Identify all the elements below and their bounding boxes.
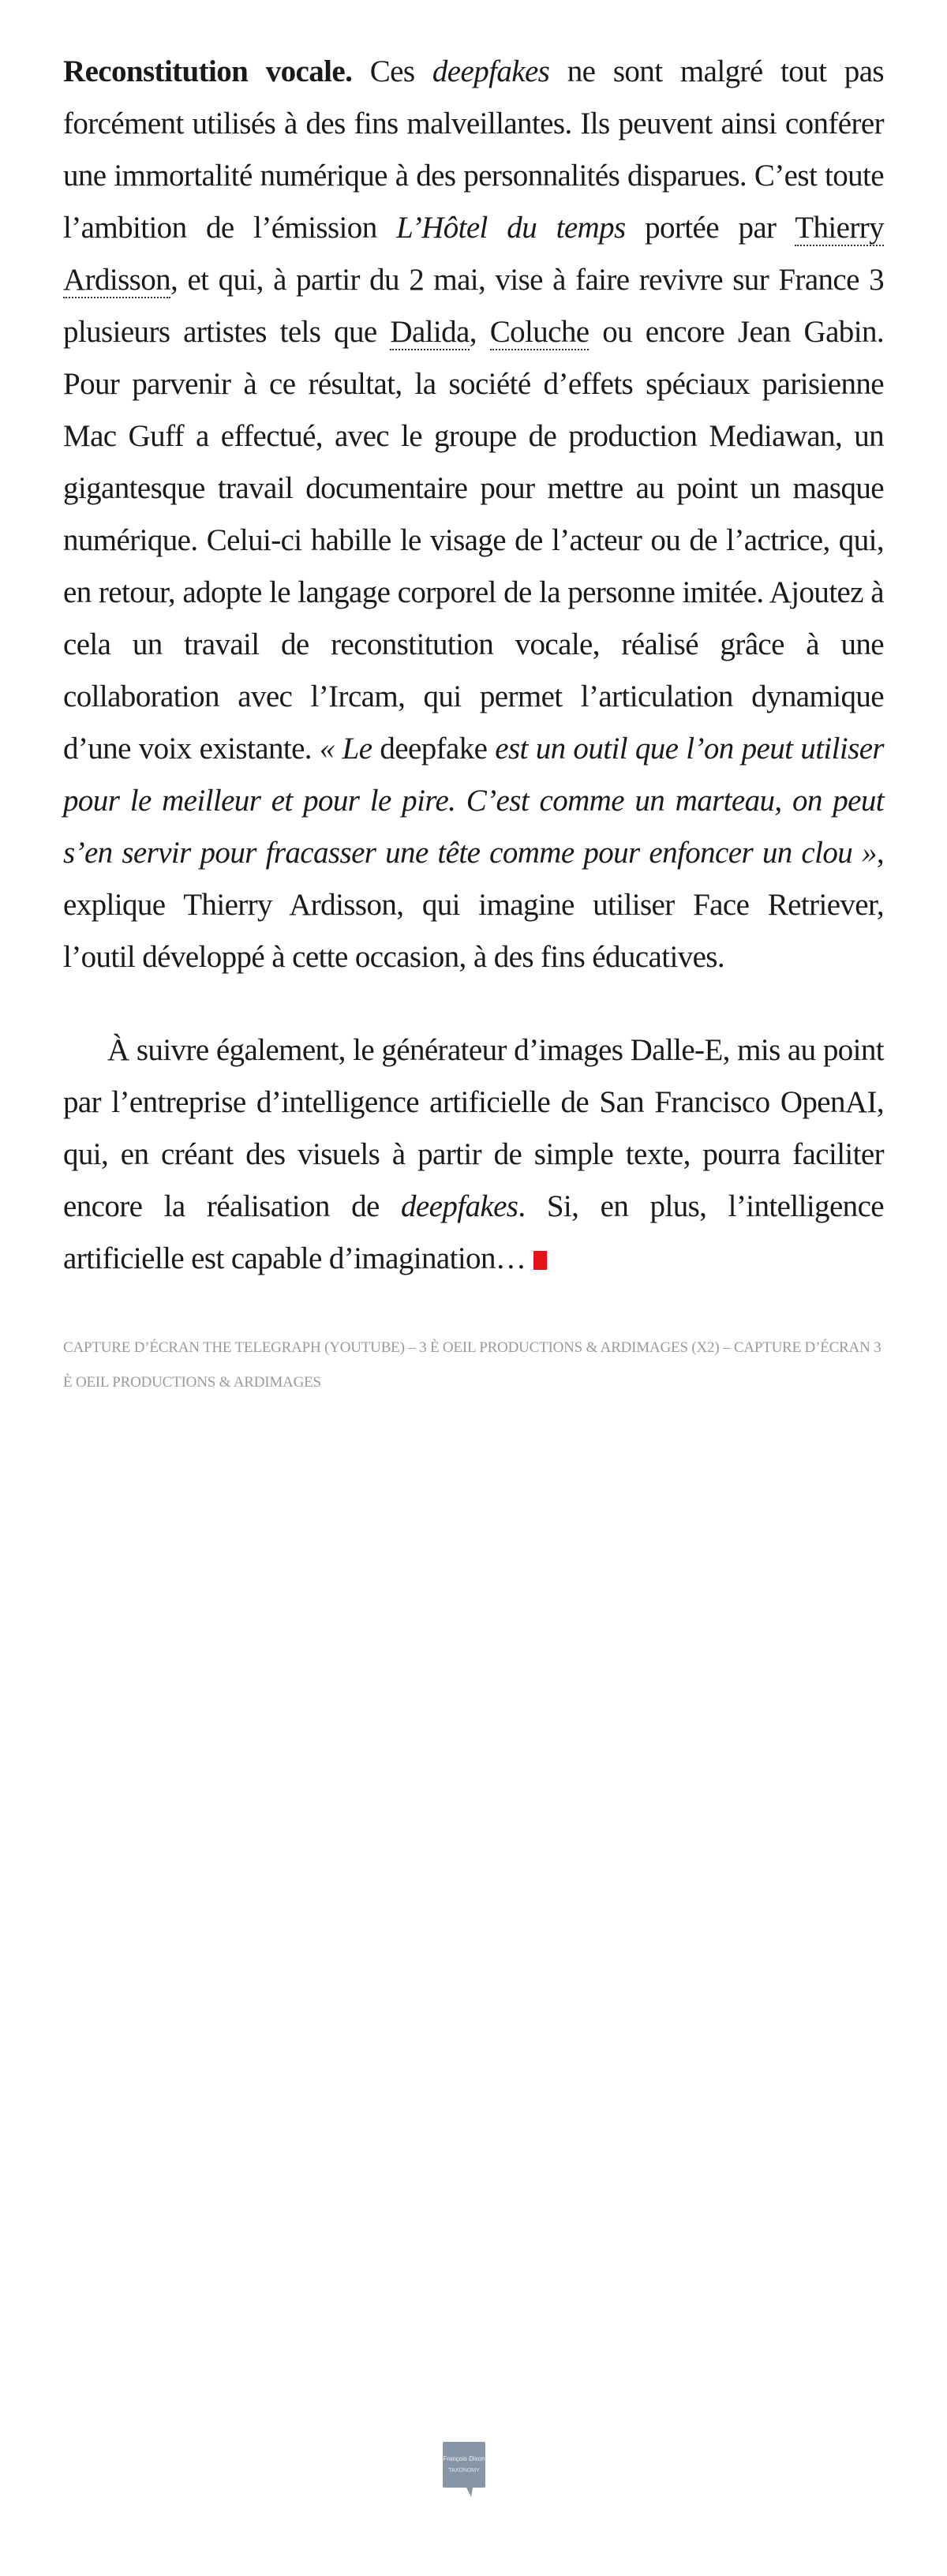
photo-credits: CAPTURE D’ÉCRAN THE TELEGRAPH (YOUTUBE) – 3 È OEIL PRODUCTIONS & ARDIMAGES (X2) – CAPTURE D’ÉCRAN 3 È OEIL PRODUCTIONS & ARDIMAGES: [63, 1339, 881, 1391]
paragraph-1: [63, 46, 884, 983]
text-run: , explique Thierry Ardisson, qui imagine utiliser Face Retriever, l’outil développé à cette occasion, à des fins éducatives.: [63, 836, 884, 974]
end-of-article-mark: [533, 1251, 547, 1270]
badge-line-1: François Dixon: [443, 2455, 485, 2462]
text-run: Ces: [352, 54, 432, 88]
italic-run: deepfakes: [432, 54, 550, 88]
italic-run: deepfakes: [401, 1189, 518, 1223]
text-run: ou encore Jean Gabin. Pour parvenir à ce résultat, la société d’effets spéciaux parisienne Mac Guff a effectué, avec le groupe de production Mediawan, un gigantesque travail documentaire pour mettre au point un masque numérique. Celui-ci habille le visage de l’acteur ou de l’actrice, qui, en retour, adopte le langage corporel de la personne imitée. Ajoutez à cela un travail de reconstitution vocale, réalisé grâce à une collaboration avec l’Ircam, qui permet l’articulation dynamique d’une voix existante.: [63, 315, 884, 766]
article-body: [63, 46, 884, 1285]
link-coluche[interactable]: Coluche: [489, 315, 590, 349]
text-run: ,: [469, 315, 490, 349]
quote-run: est un outil que l’on peut utiliser pour le meilleur et pour le pire. C’est comme un marteau, on peut s’en servir pour fracasser une tête comme pour enfoncer un clou »: [63, 732, 884, 870]
text-run: ne sont malgré tout pas forcément utilisés à des fins malveillantes. Ils peuvent ainsi conférer une immortalité numérique à des personnalités disparues. C’est toute l’ambition de l’émission: [63, 54, 884, 245]
author-badge-button[interactable]: [443, 2442, 485, 2499]
text-run: deepfake: [380, 732, 488, 766]
quote-run: « Le: [319, 732, 380, 766]
text-run: . Si, en plus, l’intelligence artificielle est capable d’imagination…: [63, 1189, 884, 1275]
link-dalida[interactable]: Dalida: [390, 315, 470, 349]
show-title: L’Hôtel du temps: [396, 211, 626, 245]
badge-line-2: TAXONOMY: [448, 2468, 480, 2473]
paragraph-2: [63, 1024, 884, 1285]
text-run: , et qui, à partir du 2 mai, vise à faire revivre sur France 3 plusieurs artistes tels que: [63, 263, 884, 349]
paragraph-lead: Reconstitution vocale.: [63, 54, 353, 88]
link-thierry-ardisson[interactable]: Thierry Ardisson: [63, 211, 885, 297]
comment-badge-icon: [443, 2442, 485, 2499]
text-run: À suivre également, le générateur d’images Dalle-E, mis au point par l’entreprise d’intelligence artificielle de San Francisco OpenAI, qui, en créant des visuels à partir de simple texte, pourra faciliter encore la réalisation de: [63, 1033, 884, 1223]
text-run: portée par: [625, 211, 795, 245]
